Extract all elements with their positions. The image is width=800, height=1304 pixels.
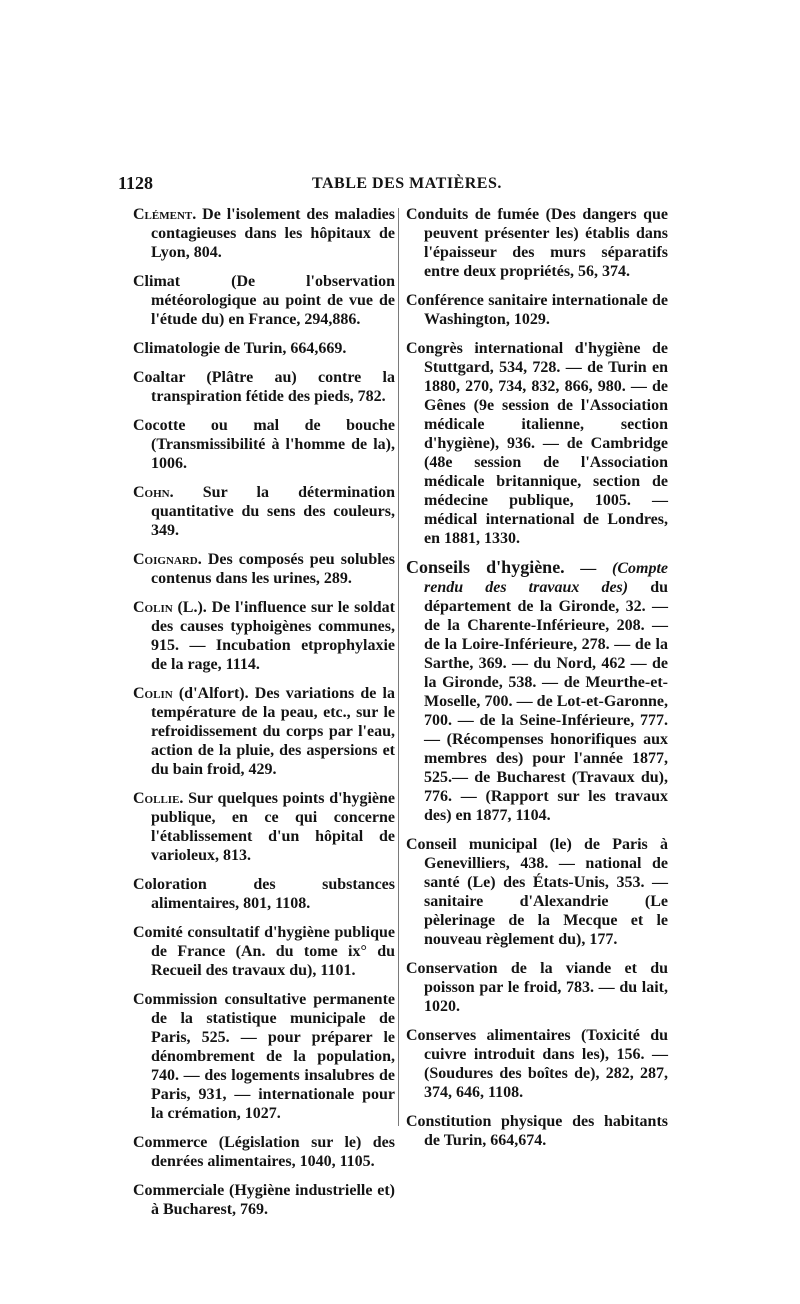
index-entry xyxy=(133,550,395,588)
entry-text: (De l'observation météorologique au point de vue de l'étude du) en France, 294,886. xyxy=(151,273,395,328)
left-column xyxy=(133,205,395,1229)
entry-head: Colin xyxy=(133,685,173,702)
entry-text: Des composés peu solubles contenus dans les urines, 289. xyxy=(151,551,395,587)
page-number: 1128 xyxy=(118,173,154,193)
index-entry xyxy=(133,272,395,329)
entry-head: Collie. xyxy=(133,790,184,807)
entry-text: de la viande et du poisson par le froid, 783. — du lait, 1020. xyxy=(424,960,668,1015)
entry-head: Coignard. xyxy=(133,551,202,568)
entry-head: Congrès xyxy=(406,340,463,357)
entry-text: (Plâtre au) contre la transpiration fétide des pieds, 782. xyxy=(151,369,395,405)
entry-text: du département de la Gironde, 32. — de la Charente-Inférieure, 208. — de la Loire-Inférieure, 278. — de la Sarthe, 369. — du Nord, 462 — de la Gironde, 538. — de Meurthe-et-Moselle, 700. — de Lot-et-Garonne, 700. — de la Seine-Inférieure, 777. — (Récompenses honorifiques aux membres des) pour l'année 1877, 525.— de Bucharest (Travaux du), 776. — (Rapport sur les travaux des) en 1877, 1104. xyxy=(424,579,669,824)
entry-head: Coaltar xyxy=(133,369,186,386)
entry-text: Sur quelques points d'hygiène publique, en ce qui concerne l'établissement d'un hôpital de varioleux, 813. xyxy=(151,790,395,864)
entry-head: Commerce xyxy=(133,1134,208,1151)
entry-text: (d'Alfort). Des variations de la température de la peau, etc., sur le refroidissement du corps par l'eau, action de la pluie, des aspersions et du bain froid, 429. xyxy=(151,685,395,778)
index-entry xyxy=(133,339,395,358)
right-column xyxy=(406,205,668,1160)
entry-text: de fumée (Des dangers que peuvent présenter les) établis dans l'épaisseur des murs séparatifs entre deux propriétés, 56, 374. xyxy=(424,206,668,280)
index-entry xyxy=(133,483,395,540)
entry-text: De l'isolement des maladies contagieuses dans les hôpitaux de Lyon, 804. xyxy=(151,206,395,261)
entry-head: Colin (L.). xyxy=(133,599,207,616)
entry-head: Commerciale xyxy=(133,1182,225,1199)
entry-text: (Législation sur le) des denrées alimentaires, 1040, 1105. xyxy=(151,1134,395,1170)
entry-italic-text: — (Compte rendu des travaux des) xyxy=(424,560,668,596)
column-divider xyxy=(398,208,399,1126)
entry-text: ou mal de bouche (Transmissibilité à l'homme de la), 1006. xyxy=(151,417,395,472)
index-entry xyxy=(406,959,668,1016)
entry-text: international d'hygiène de Stuttgard, 534, 728. — de Turin en 1880, 270, 734, 832, 866, 980. — de Gênes (9e session de l'Association médicale italienne, section d'hygiène), 936. — de Cambridge (48e session de l'Association médicale britannique, section de médecine publique, 1005. — médical international de Londres, en 1881, 1330. xyxy=(424,340,668,547)
entry-text: Sur la détermination quantitative du sens des couleurs, 349. xyxy=(151,484,395,539)
entry-head: Climatologie xyxy=(133,340,221,357)
index-entry xyxy=(133,684,395,779)
index-entry xyxy=(406,835,668,949)
index-entry xyxy=(406,1026,668,1102)
index-entry xyxy=(406,339,668,548)
entry-head: Climat xyxy=(133,273,181,290)
index-entry xyxy=(406,291,668,329)
index-entry xyxy=(133,1181,395,1219)
page-header xyxy=(0,173,800,199)
index-entry xyxy=(133,416,395,473)
entry-text: de Turin, 664,669. xyxy=(220,340,347,357)
index-entry xyxy=(133,990,395,1123)
entry-head: Conférence xyxy=(406,292,484,309)
entry-head: Coloration xyxy=(133,876,207,893)
entry-head: Conseil xyxy=(406,836,457,853)
entry-text: consultatif d'hygiène publique de France (An. du tome ix° du Recueil des travaux du), 1101. xyxy=(151,924,395,979)
entry-text: alimentaires (Toxicité du cuivre introduit dans les), 156. — (Soudures des boîtes de), 282, 287, 374, 646, 1108. xyxy=(424,1027,668,1101)
index-entry xyxy=(133,205,395,262)
entry-text: (Hygiène industrielle et) à Bucharest, 769. xyxy=(151,1182,395,1218)
index-entry xyxy=(133,1133,395,1171)
entry-head: Conservation xyxy=(406,960,498,977)
index-entry xyxy=(406,558,668,825)
entry-head: Cohn. xyxy=(133,484,174,501)
index-entry xyxy=(133,875,395,913)
index-entry xyxy=(133,789,395,865)
entry-head: Cocotte xyxy=(133,417,186,434)
entry-text: De l'influence sur le soldat des causes typhoigènes communes, 915. — Incubation etprophylaxie de la rage, 1114. xyxy=(151,599,395,673)
entry-head: Conserves xyxy=(406,1027,477,1044)
index-entry xyxy=(133,368,395,406)
entry-head: Conseils d'hygiène. xyxy=(406,557,565,577)
entry-head: Conduits xyxy=(406,206,469,223)
index-entry xyxy=(133,598,395,674)
entry-head: Comité xyxy=(133,924,183,941)
running-title: TABLE DES MATIÈRES. xyxy=(312,175,502,192)
entry-text: municipal (le) de Paris à Genevilliers, 438. — national de santé (Le) des États-Unis, 353. — sanitaire d'Alexandrie (Le pèlerinage de la Mecque et le nouveau règlement du), 177. xyxy=(424,836,668,948)
entry-text: des substances alimentaires, 801, 1108. xyxy=(151,876,395,912)
entry-head: Commission xyxy=(133,991,218,1008)
index-entry xyxy=(133,923,395,980)
index-entry xyxy=(406,1112,668,1150)
index-entry xyxy=(406,205,668,281)
entry-head: Constitution xyxy=(406,1113,492,1130)
entry-head: Clément. xyxy=(133,206,197,223)
entry-text: consultative permanente de la statistique municipale de Paris, 525. — pour préparer le dénombrement de la population, 740. — des logements insalubres de Paris, 931, — internationale pour la crémation, 1027. xyxy=(151,991,395,1122)
entry-text: physique des habitants de Turin, 664,674. xyxy=(424,1113,668,1149)
entry-text: sanitaire internationale de Washington, 1029. xyxy=(424,292,668,328)
